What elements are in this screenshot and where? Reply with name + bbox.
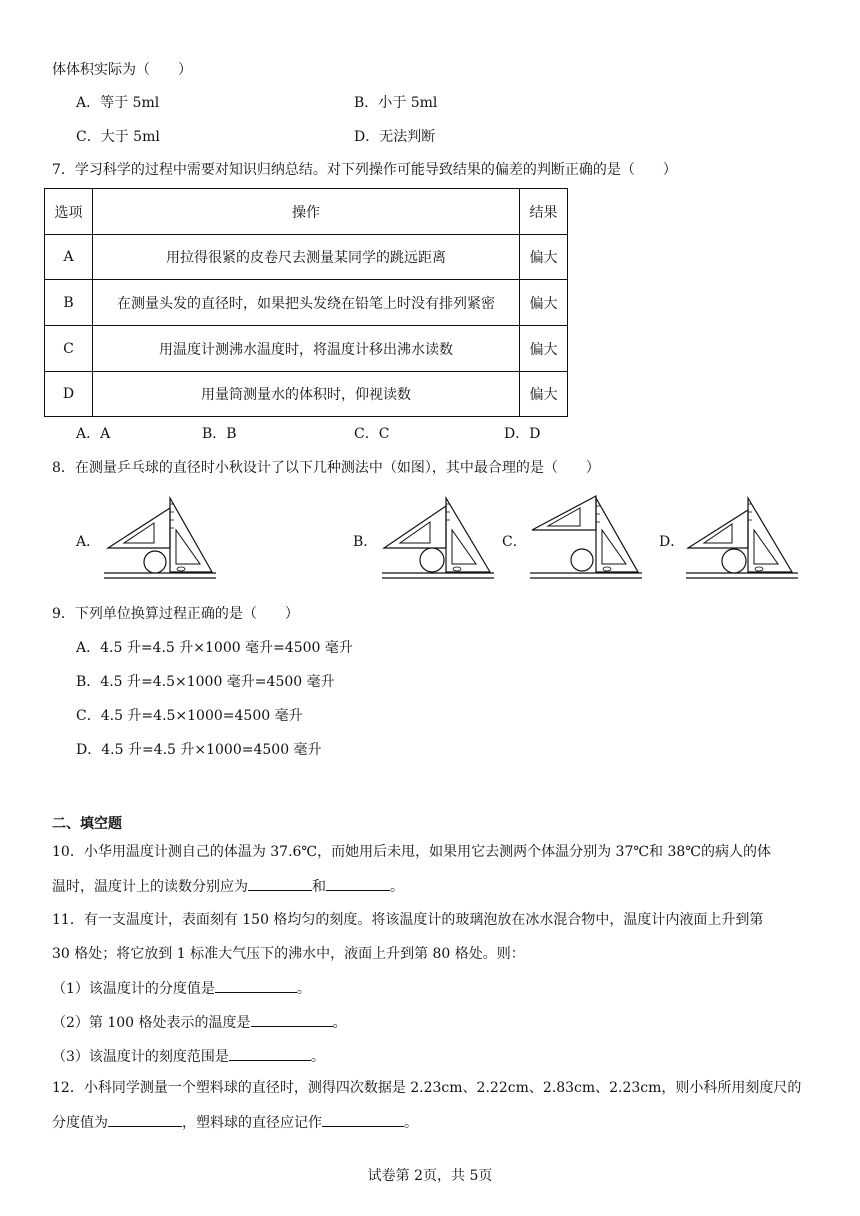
table-row bbox=[45, 326, 568, 372]
q9-option-d[interactable]: D．4.5 升=4.5 升×1000=4500 毫升 bbox=[76, 742, 322, 758]
q10-text-c: 。 bbox=[390, 879, 404, 895]
q8-label-a[interactable]: A． bbox=[76, 534, 101, 550]
q11-sub2 bbox=[52, 1012, 347, 1033]
q9-stem: 9．下列单位换算过程正确的是（ ） bbox=[52, 606, 299, 622]
q11-line1: 11．有一支温度计，表面刻有 150 格均匀的刻度。将该温度计的玻璃泡放在冰水混合物中，温度计内液面上升到第 bbox=[52, 912, 764, 928]
q7-option-d[interactable]: D．D bbox=[504, 426, 541, 442]
header-operation: 操作 bbox=[93, 189, 520, 235]
row-d-option: D bbox=[45, 372, 93, 417]
row-d-operation: 用量筒测量水的体积时，仰视读数 bbox=[93, 372, 520, 417]
q7-option-c[interactable]: C．C bbox=[354, 426, 390, 442]
q6-option-a[interactable]: A．等于 5ml bbox=[76, 95, 160, 111]
q9-option-b[interactable]: B．4.5 升=4.5×1000 毫升=4500 毫升 bbox=[76, 674, 335, 690]
q11-blank-3[interactable] bbox=[229, 1046, 311, 1061]
q11-sub3-period: 。 bbox=[310, 1049, 325, 1065]
q6-option-b[interactable]: B．小于 5ml bbox=[354, 95, 438, 111]
row-c-result: 偏大 bbox=[520, 326, 568, 372]
q6-option-c[interactable]: C．大于 5ml bbox=[76, 129, 160, 145]
q12-line1: 12．小科同学测量一个塑料球的直径时，测得四次数据是 2.23cm、2.22cm、2.83cm、2.23cm，则小科所用刻度尺的 bbox=[52, 1080, 802, 1096]
q11-sub2-period: 。 bbox=[332, 1015, 347, 1031]
q11-line2: 30 格处；将它放到 1 标准大气压下的沸水中，液面上升到第 80 格处。则： bbox=[52, 946, 525, 962]
row-b-operation: 在测量头发的直径时，如果把头发绕在铅笔上时没有排列紧密 bbox=[93, 280, 520, 326]
q9-option-a[interactable]: A．4.5 升=4.5 升×1000 毫升=4500 毫升 bbox=[76, 640, 353, 656]
section-title: 二、填空题 bbox=[52, 816, 122, 832]
q6-option-d[interactable]: D．无法判断 bbox=[354, 129, 436, 145]
table-header-row bbox=[45, 189, 568, 235]
header-option: 选项 bbox=[45, 189, 93, 235]
q11-sub2-text: （2）第 100 格处表示的温度是 bbox=[52, 1015, 251, 1031]
row-a-operation: 用拉得很紧的皮卷尺去测量某同学的跳远距离 bbox=[93, 235, 520, 280]
q11-sub1-text: （1）该温度计的分度值是 bbox=[52, 981, 215, 997]
q12-blank-1[interactable] bbox=[108, 1112, 182, 1127]
header-result: 结果 bbox=[520, 189, 568, 235]
row-b-option: B bbox=[45, 280, 93, 326]
q12-text-c: 。 bbox=[404, 1115, 418, 1131]
q7-table bbox=[44, 188, 568, 417]
table-row bbox=[45, 280, 568, 326]
q10-blank-1[interactable] bbox=[248, 876, 312, 891]
q10-line1: 10．小华用温度计测自己的体温为 37.6℃，而她用后未甩，如果用它去测两个体温分别为 37℃和 38℃的病人的体 bbox=[52, 844, 771, 860]
q11-sub3-text: （3）该温度计的刻度范围是 bbox=[52, 1049, 229, 1065]
q8-figure-b bbox=[378, 494, 498, 584]
q9-option-c[interactable]: C．4.5 升=4.5×1000=4500 毫升 bbox=[76, 708, 303, 724]
q8-label-b[interactable]: B． bbox=[353, 534, 378, 550]
q10-text-a: 温时，温度计上的读数分别应为 bbox=[52, 879, 248, 895]
q12-text-b: ，塑料球的直径应记作 bbox=[182, 1115, 322, 1131]
q8-stem: 8．在测量乒乓球的直径时小秋设计了以下几种测法中（如图），其中最合理的是（ ） bbox=[52, 460, 600, 476]
q7-option-a[interactable]: A．A bbox=[76, 426, 111, 442]
row-b-result: 偏大 bbox=[520, 280, 568, 326]
q8-figure-c bbox=[526, 494, 646, 584]
q8-label-c[interactable]: C． bbox=[502, 534, 527, 550]
q11-sub3 bbox=[52, 1046, 325, 1067]
table-row bbox=[45, 235, 568, 280]
page-footer: 试卷第 2页，共 5页 bbox=[367, 1168, 493, 1184]
q11-sub1-period: 。 bbox=[296, 981, 311, 997]
q11-blank-1[interactable] bbox=[215, 978, 297, 993]
q8-figure-d bbox=[682, 494, 802, 584]
q12-text-a: 分度值为 bbox=[52, 1115, 108, 1131]
row-c-option: C bbox=[45, 326, 93, 372]
row-a-option: A bbox=[45, 235, 93, 280]
q11-blank-2[interactable] bbox=[251, 1012, 333, 1027]
q7-stem: 7．学习科学的过程中需要对知识归纳总结。对下列操作可能导致结果的偏差的判断正确的是（ ） bbox=[52, 162, 677, 178]
table-row bbox=[45, 372, 568, 417]
row-d-result: 偏大 bbox=[520, 372, 568, 417]
q7-option-b[interactable]: B．B bbox=[202, 426, 237, 442]
row-a-result: 偏大 bbox=[520, 235, 568, 280]
q8-label-d[interactable]: D． bbox=[659, 534, 685, 550]
q12-line2 bbox=[52, 1112, 418, 1133]
q11-sub1 bbox=[52, 978, 311, 999]
q8-figure-a bbox=[100, 494, 220, 584]
q10-text-b: 和 bbox=[312, 879, 326, 895]
q6-stem-tail: 体体积实际为（ ） bbox=[52, 62, 192, 78]
q10-line2 bbox=[52, 876, 404, 897]
q12-blank-2[interactable] bbox=[322, 1112, 404, 1127]
q10-blank-2[interactable] bbox=[326, 876, 390, 891]
row-c-operation: 用温度计测沸水温度时，将温度计移出沸水读数 bbox=[93, 326, 520, 372]
